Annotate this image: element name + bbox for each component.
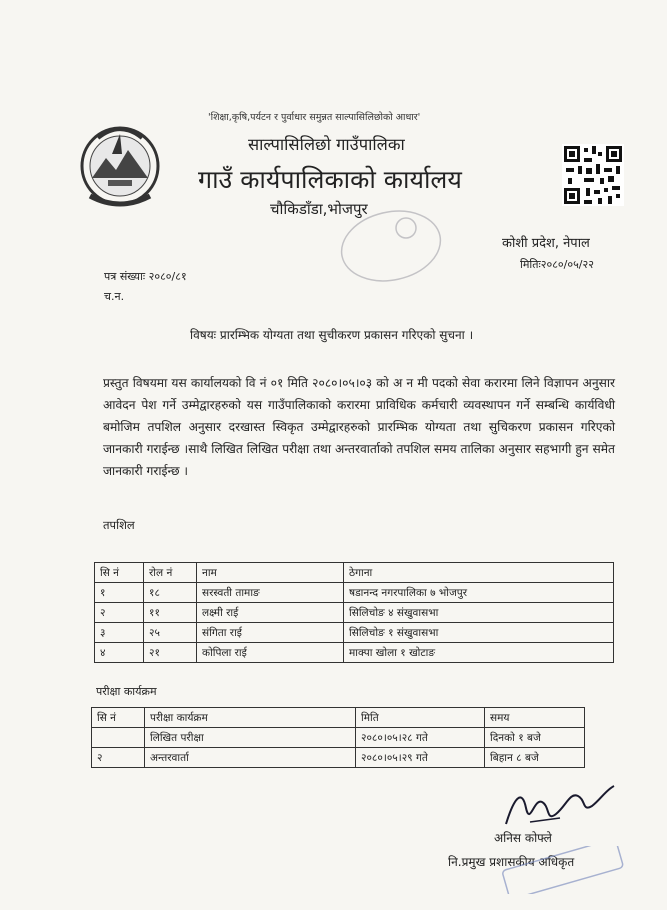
qr-code-icon (562, 144, 624, 206)
table-cell: दिनको १ बजे (485, 728, 585, 748)
table-cell: माक्पा खोला १ खोटाङ (344, 643, 614, 663)
header-cell: ठेगाना (344, 563, 614, 583)
table-cell (92, 728, 145, 748)
exam-schedule-table (91, 707, 585, 768)
table-cell: षडानन्द नगरपालिका ७ भोजपुर (344, 583, 614, 603)
rubber-stamp-icon (498, 846, 628, 894)
header-cell: परीक्षा कार्यक्रम (145, 708, 356, 728)
municipality-name: साल्पासिलिछो गाउँपालिका (248, 135, 405, 154)
header-cell: मिति (356, 708, 485, 728)
table-cell: अन्तरवार्ता (145, 748, 356, 768)
table-cell: ११ (144, 603, 197, 623)
letter-body: प्रस्तुत विषयमा यस कार्यालयको वि नं ०१ मिति २०८०।०५।०३ को अ न मी पदको सेवा करारमा लिने विज्ञापन अनुसार आवेदन पेश गर्ने उम्मेद्वारहरुको यस गाउँपालिकाको करारमा प्राविधिक कर्मचारी व्यवस्थापन गर्ने सम्बन्धि कार्यविधी बमोजिम तपशिल अनुसार दरखास्त स्विकृत उम्मेद्वारहरुको प्रारम्भिक योग्यता तथा सुचिकरण प्रकासन गरिएको जानकारी गराईन्छ ।साथै लिखित लिखित परीक्षा तथा अन्तरवार्ताको तपशिल समय तालिका अनुसार सहभागी हुन समेत जानकारी गराईन्छ । (103, 376, 615, 478)
header-cell: समय (485, 708, 585, 728)
table-cell: सिलिचोङ ४ संखुवासभा (344, 603, 614, 623)
table-cell: ४ (95, 643, 144, 663)
signatory-name: अनिस कोफ्ले (494, 831, 552, 845)
province: कोशी प्रदेश, नेपाल (502, 236, 590, 251)
table-cell: २ (92, 748, 145, 768)
header-cell: नाम (197, 563, 344, 583)
table-header-row (92, 708, 585, 728)
exam-schedule-label: परीक्षा कार्यक्रम (96, 685, 157, 698)
table-row (95, 603, 614, 623)
header-cell: सि नं (92, 708, 145, 728)
table-cell: संगिता राई (197, 623, 344, 643)
header-cell: सि नं (95, 563, 144, 583)
table-cell: बिहान ८ बजे (485, 748, 585, 768)
table-row (95, 623, 614, 643)
table-header-row (95, 563, 614, 583)
table-cell: लिखित परीक्षा (145, 728, 356, 748)
signatory-title: नि.प्रमुख प्रशासकीय अधिकृत (448, 855, 575, 869)
table-cell: सरस्वती तामाङ (197, 583, 344, 603)
table-cell: कोपिला राई (197, 643, 344, 663)
signature-icon (500, 778, 620, 834)
table-cell: २ (95, 603, 144, 623)
table-cell: २१ (144, 643, 197, 663)
office-address: चौकिडाँडा,भोजपुर (270, 200, 368, 218)
motto: 'शिक्षा,कृषि,पर्यटन र पुर्वाधार समुन्नत साल्पासिलिछोको आधार' (208, 112, 421, 123)
table-row (95, 583, 614, 603)
letter-date: मितिः२०८०/०५/२२ (520, 258, 594, 271)
table-cell: १८ (144, 583, 197, 603)
nepal-emblem-icon (72, 116, 168, 214)
table-cell: १ (95, 583, 144, 603)
table-row (92, 728, 585, 748)
table-cell: २५ (144, 623, 197, 643)
table-cell: सिलिचोङ १ संखुवासभा (344, 623, 614, 643)
tapsil-label: तपशिल (103, 518, 135, 532)
table-row (92, 748, 585, 768)
table-cell: ३ (95, 623, 144, 643)
dispatch-number: च.न. (104, 290, 125, 303)
table-cell: २०८०।०५।२९ गते (356, 748, 485, 768)
table-row (95, 643, 614, 663)
subject-line: विषयः प्रारम्भिक योग्यता तथा सुचीकरण प्रकासन गरिएको सुचना । (190, 328, 474, 342)
table-cell: २०८०।०५।२८ गते (356, 728, 485, 748)
table-cell: लक्ष्मी राई (197, 603, 344, 623)
office-name: गाउँ कार्यपालिकाको कार्यालय (198, 165, 462, 194)
header-cell: रोल नं (144, 563, 197, 583)
reference-number: पत्र संख्याः २०८०/८१ (104, 270, 187, 283)
candidates-table (94, 562, 614, 663)
